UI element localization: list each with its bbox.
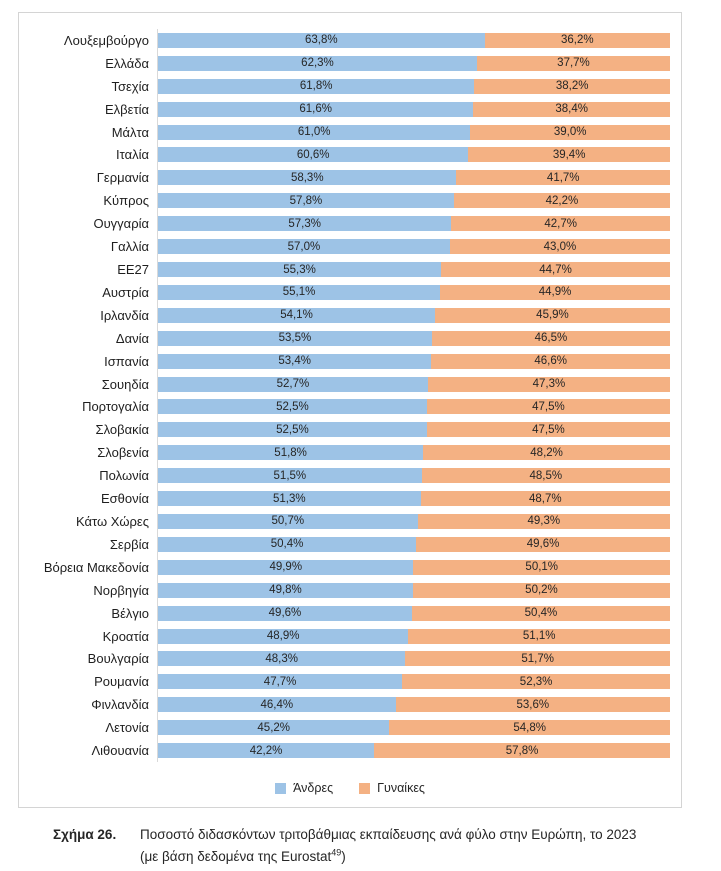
men-value-label: 49,6% xyxy=(268,607,302,620)
bar-track xyxy=(158,33,670,48)
bar-row xyxy=(19,647,669,670)
bar-row xyxy=(19,487,669,510)
women-bar-segment xyxy=(427,422,670,437)
figure-number: Σχήμα 26. xyxy=(53,827,117,842)
men-value-label: 50,4% xyxy=(270,538,304,551)
bar-row xyxy=(19,350,669,373)
women-value-label: 46,6% xyxy=(534,355,567,368)
women-bar-segment xyxy=(428,377,670,392)
bar-track xyxy=(158,193,670,208)
category-label: Ιρλανδία xyxy=(100,307,149,323)
bar-row xyxy=(19,327,669,350)
men-value-label: 45,2% xyxy=(257,721,291,734)
category-label: Λουξεμβούργο xyxy=(63,32,149,48)
women-bar-segment xyxy=(374,743,670,758)
men-bar-segment xyxy=(158,468,422,483)
women-value-label: 57,8% xyxy=(505,744,539,757)
women-value-label: 43,0% xyxy=(543,240,577,253)
women-bar-segment xyxy=(454,193,670,208)
bar-row xyxy=(19,693,669,716)
men-bar-segment xyxy=(158,56,477,71)
bar-track xyxy=(158,354,670,369)
category-label: Κροατία xyxy=(102,628,149,644)
women-bar-segment xyxy=(423,445,670,460)
women-value-label: 47,5% xyxy=(532,423,565,436)
women-value-label: 38,4% xyxy=(555,103,588,116)
bar-row xyxy=(19,144,669,167)
bar-track xyxy=(158,560,670,575)
bar-track xyxy=(158,56,670,71)
men-value-label: 51,5% xyxy=(273,469,307,482)
men-value-label: 61,6% xyxy=(299,103,332,116)
bar-track xyxy=(158,651,670,666)
men-bar-segment xyxy=(158,697,396,712)
bar-rows-container xyxy=(19,29,669,762)
women-bar-segment xyxy=(468,147,670,162)
women-value-label: 46,5% xyxy=(534,332,568,345)
bar-row xyxy=(19,212,669,235)
men-value-label: 49,9% xyxy=(269,561,303,574)
bar-row xyxy=(19,121,669,144)
category-label: Φινλανδία xyxy=(91,697,149,713)
legend-item-men xyxy=(275,781,333,795)
women-value-label: 52,3% xyxy=(519,675,553,688)
women-bar-segment xyxy=(421,491,670,506)
men-bar-segment xyxy=(158,720,389,735)
men-value-label: 61,0% xyxy=(297,126,331,139)
women-value-label: 37,7% xyxy=(557,57,590,70)
women-value-label: 48,2% xyxy=(530,446,563,459)
caption-line2-suffix: ) xyxy=(341,849,346,864)
men-value-label: 62,3% xyxy=(301,57,334,70)
women-bar-segment xyxy=(473,102,670,117)
women-value-label: 47,5% xyxy=(532,400,565,413)
men-value-label: 52,5% xyxy=(276,423,309,436)
caption-line2-prefix: (με βάση δεδομένα της Eurostat xyxy=(140,849,332,864)
footnote-reference: 49 xyxy=(331,847,342,858)
men-value-label: 46,4% xyxy=(260,698,294,711)
bar-row xyxy=(19,396,669,419)
men-value-label: 55,1% xyxy=(282,286,316,299)
caption-line1: Ποσοστό διδασκόντων τριτοβάθμιας εκπαίδευσης ανά φύλο στην Ευρώπη, το 2023 xyxy=(140,827,637,842)
women-bar-segment xyxy=(477,56,670,71)
women-bar-segment xyxy=(422,468,670,483)
category-label: Βουλγαρία xyxy=(87,651,149,667)
men-bar-segment xyxy=(158,445,423,460)
category-label: Μάλτα xyxy=(111,124,149,140)
bar-track xyxy=(158,629,670,644)
men-legend-label: Άνδρες xyxy=(293,781,334,795)
women-value-label: 51,1% xyxy=(522,630,556,643)
men-value-label: 57,3% xyxy=(288,217,321,230)
category-label: Γαλλία xyxy=(110,239,149,255)
women-value-label: 42,7% xyxy=(544,217,577,230)
men-value-label: 54,1% xyxy=(280,309,313,322)
women-bar-segment xyxy=(432,331,670,346)
category-label: Ελλάδα xyxy=(105,55,149,71)
women-bar-segment xyxy=(402,674,670,689)
men-bar-segment xyxy=(158,125,470,140)
bar-row xyxy=(19,29,669,52)
men-bar-segment xyxy=(158,606,412,621)
men-bar-segment xyxy=(158,147,468,162)
women-bar-segment xyxy=(389,720,670,735)
bar-row xyxy=(19,556,669,579)
bar-row xyxy=(19,258,669,281)
men-bar-segment xyxy=(158,674,402,689)
category-label: ΕΕ27 xyxy=(117,262,149,278)
chart-area xyxy=(18,12,682,808)
bar-track xyxy=(158,743,670,758)
women-value-label: 44,9% xyxy=(538,286,572,299)
category-label: Κύπρος xyxy=(103,193,149,209)
category-label: Κάτω Χώρες xyxy=(75,513,149,529)
category-label: Βόρεια Μακεδονία xyxy=(43,559,149,575)
men-bar-segment xyxy=(158,560,413,575)
men-value-label: 42,2% xyxy=(249,744,283,757)
women-bar-segment xyxy=(412,606,670,621)
bar-row xyxy=(19,52,669,75)
men-bar-segment xyxy=(158,354,431,369)
men-bar-segment xyxy=(158,170,456,185)
women-value-label: 38,2% xyxy=(555,80,589,93)
bar-track xyxy=(158,285,670,300)
women-bar-segment xyxy=(451,216,670,231)
bar-row xyxy=(19,464,669,487)
bar-track xyxy=(158,308,670,323)
women-value-label: 41,7% xyxy=(546,171,580,184)
women-value-label: 48,5% xyxy=(529,469,563,482)
women-value-label: 50,1% xyxy=(525,561,559,574)
bar-row xyxy=(19,670,669,693)
men-bar-segment xyxy=(158,331,432,346)
bar-row xyxy=(19,533,669,556)
bar-track xyxy=(158,399,670,414)
bar-row xyxy=(19,281,669,304)
men-value-label: 47,7% xyxy=(263,675,297,688)
men-value-label: 51,8% xyxy=(274,446,307,459)
category-label: Λιθουανία xyxy=(91,743,149,759)
men-bar-segment xyxy=(158,422,427,437)
men-bar-segment xyxy=(158,102,473,117)
bar-row xyxy=(19,716,669,739)
bar-track xyxy=(158,491,670,506)
legend-item-women xyxy=(359,781,425,795)
women-bar-segment xyxy=(470,125,670,140)
men-bar-segment xyxy=(158,33,485,48)
women-value-label: 49,3% xyxy=(527,515,561,528)
women-bar-segment xyxy=(416,537,670,552)
men-legend-swatch-icon xyxy=(275,783,286,794)
women-bar-segment xyxy=(431,354,670,369)
bar-row xyxy=(19,189,669,212)
men-value-label: 52,7% xyxy=(276,378,310,391)
men-value-label: 50,7% xyxy=(271,515,305,528)
men-value-label: 57,8% xyxy=(289,194,323,207)
men-bar-segment xyxy=(158,583,413,598)
women-bar-segment xyxy=(413,560,670,575)
bar-row xyxy=(19,304,669,327)
bar-track xyxy=(158,331,670,346)
category-label: Εσθονία xyxy=(100,491,149,507)
men-bar-segment xyxy=(158,79,474,94)
category-label: Νορβηγία xyxy=(93,582,149,598)
men-bar-segment xyxy=(158,262,441,277)
men-value-label: 53,4% xyxy=(278,355,311,368)
men-value-label: 55,3% xyxy=(283,263,316,276)
men-bar-segment xyxy=(158,537,416,552)
men-value-label: 48,3% xyxy=(265,652,298,665)
bar-track xyxy=(158,147,670,162)
women-bar-segment xyxy=(396,697,670,712)
bar-row xyxy=(19,418,669,441)
category-label: Πολωνία xyxy=(99,468,149,484)
bar-track xyxy=(158,606,670,621)
men-bar-segment xyxy=(158,308,435,323)
women-bar-segment xyxy=(450,239,670,254)
men-value-label: 49,8% xyxy=(269,584,302,597)
category-label: Τσεχία xyxy=(111,78,149,94)
bar-track xyxy=(158,697,670,712)
men-bar-segment xyxy=(158,216,451,231)
women-value-label: 36,2% xyxy=(561,34,594,47)
men-bar-segment xyxy=(158,285,440,300)
bar-row xyxy=(19,166,669,189)
category-label: Ουγγαρία xyxy=(93,216,149,232)
men-bar-segment xyxy=(158,239,450,254)
bar-row xyxy=(19,739,669,762)
women-value-label: 50,2% xyxy=(525,584,558,597)
women-value-label: 47,3% xyxy=(532,378,566,391)
bar-track xyxy=(158,216,670,231)
men-value-label: 48,9% xyxy=(266,630,300,643)
category-label: Ιταλία xyxy=(116,147,149,163)
men-value-label: 60,6% xyxy=(296,148,330,161)
women-bar-segment xyxy=(405,651,670,666)
category-label: Σλοβακία xyxy=(95,422,149,438)
women-bar-segment xyxy=(485,33,670,48)
men-bar-segment xyxy=(158,651,405,666)
bar-track xyxy=(158,720,670,735)
category-label: Δανία xyxy=(115,330,149,346)
category-label: Βέλγιο xyxy=(111,605,149,621)
bar-track xyxy=(158,170,670,185)
women-bar-segment xyxy=(456,170,670,185)
women-bar-segment xyxy=(474,79,670,94)
men-bar-segment xyxy=(158,514,418,529)
women-bar-segment xyxy=(435,308,670,323)
category-label: Ελβετία xyxy=(105,101,149,117)
women-value-label: 51,7% xyxy=(521,652,554,665)
men-value-label: 58,3% xyxy=(290,171,324,184)
bar-track xyxy=(158,537,670,552)
category-label: Λετονία xyxy=(105,720,149,736)
men-value-label: 61,8% xyxy=(299,80,333,93)
bar-row xyxy=(19,510,669,533)
category-label: Σερβία xyxy=(109,536,149,552)
bar-row xyxy=(19,579,669,602)
men-bar-segment xyxy=(158,193,454,208)
bar-track xyxy=(158,79,670,94)
bar-row xyxy=(19,441,669,464)
women-bar-segment xyxy=(413,583,670,598)
men-bar-segment xyxy=(158,377,428,392)
women-bar-segment xyxy=(441,262,670,277)
men-value-label: 57,0% xyxy=(287,240,321,253)
bar-track xyxy=(158,377,670,392)
bar-row xyxy=(19,625,669,648)
category-label: Σουηδία xyxy=(101,376,149,392)
bar-track xyxy=(158,674,670,689)
bar-track xyxy=(158,468,670,483)
figure-caption-text xyxy=(140,824,693,868)
women-value-label: 48,7% xyxy=(529,492,562,505)
women-value-label: 39,4% xyxy=(552,148,586,161)
men-bar-segment xyxy=(158,743,374,758)
bar-track xyxy=(158,262,670,277)
men-bar-segment xyxy=(158,629,408,644)
bar-track xyxy=(158,125,670,140)
bar-row xyxy=(19,373,669,396)
women-bar-segment xyxy=(408,629,670,644)
women-bar-segment xyxy=(440,285,670,300)
bar-track xyxy=(158,514,670,529)
men-value-label: 51,3% xyxy=(273,492,306,505)
category-label: Ρουμανία xyxy=(94,674,149,690)
bar-row xyxy=(19,235,669,258)
bar-row xyxy=(19,602,669,625)
men-bar-segment xyxy=(158,399,427,414)
category-label: Σλοβενία xyxy=(97,445,149,461)
figure-caption xyxy=(53,824,693,868)
men-value-label: 63,8% xyxy=(305,34,338,47)
women-value-label: 39,0% xyxy=(553,126,587,139)
category-label: Πορτογαλία xyxy=(82,399,149,415)
bar-row xyxy=(19,75,669,98)
women-bar-segment xyxy=(427,399,670,414)
women-value-label: 50,4% xyxy=(524,607,558,620)
bar-track xyxy=(158,583,670,598)
women-value-label: 45,9% xyxy=(536,309,569,322)
category-label: Γερμανία xyxy=(96,170,149,186)
category-label: Αυστρία xyxy=(102,284,149,300)
women-value-label: 53,6% xyxy=(516,698,550,711)
category-label: Ισπανία xyxy=(104,353,149,369)
men-bar-segment xyxy=(158,491,421,506)
men-value-label: 52,5% xyxy=(276,400,309,413)
men-value-label: 53,5% xyxy=(278,332,312,345)
women-value-label: 44,7% xyxy=(539,263,572,276)
bar-track xyxy=(158,445,670,460)
bar-track xyxy=(158,102,670,117)
bar-track xyxy=(158,422,670,437)
women-value-label: 42,2% xyxy=(545,194,579,207)
chart-legend xyxy=(19,781,681,795)
bar-track xyxy=(158,239,670,254)
women-legend-label: Γυναίκες xyxy=(377,781,425,795)
women-legend-swatch-icon xyxy=(359,783,370,794)
women-value-label: 49,6% xyxy=(526,538,560,551)
bar-row xyxy=(19,98,669,121)
women-value-label: 54,8% xyxy=(513,721,546,734)
women-bar-segment xyxy=(418,514,670,529)
